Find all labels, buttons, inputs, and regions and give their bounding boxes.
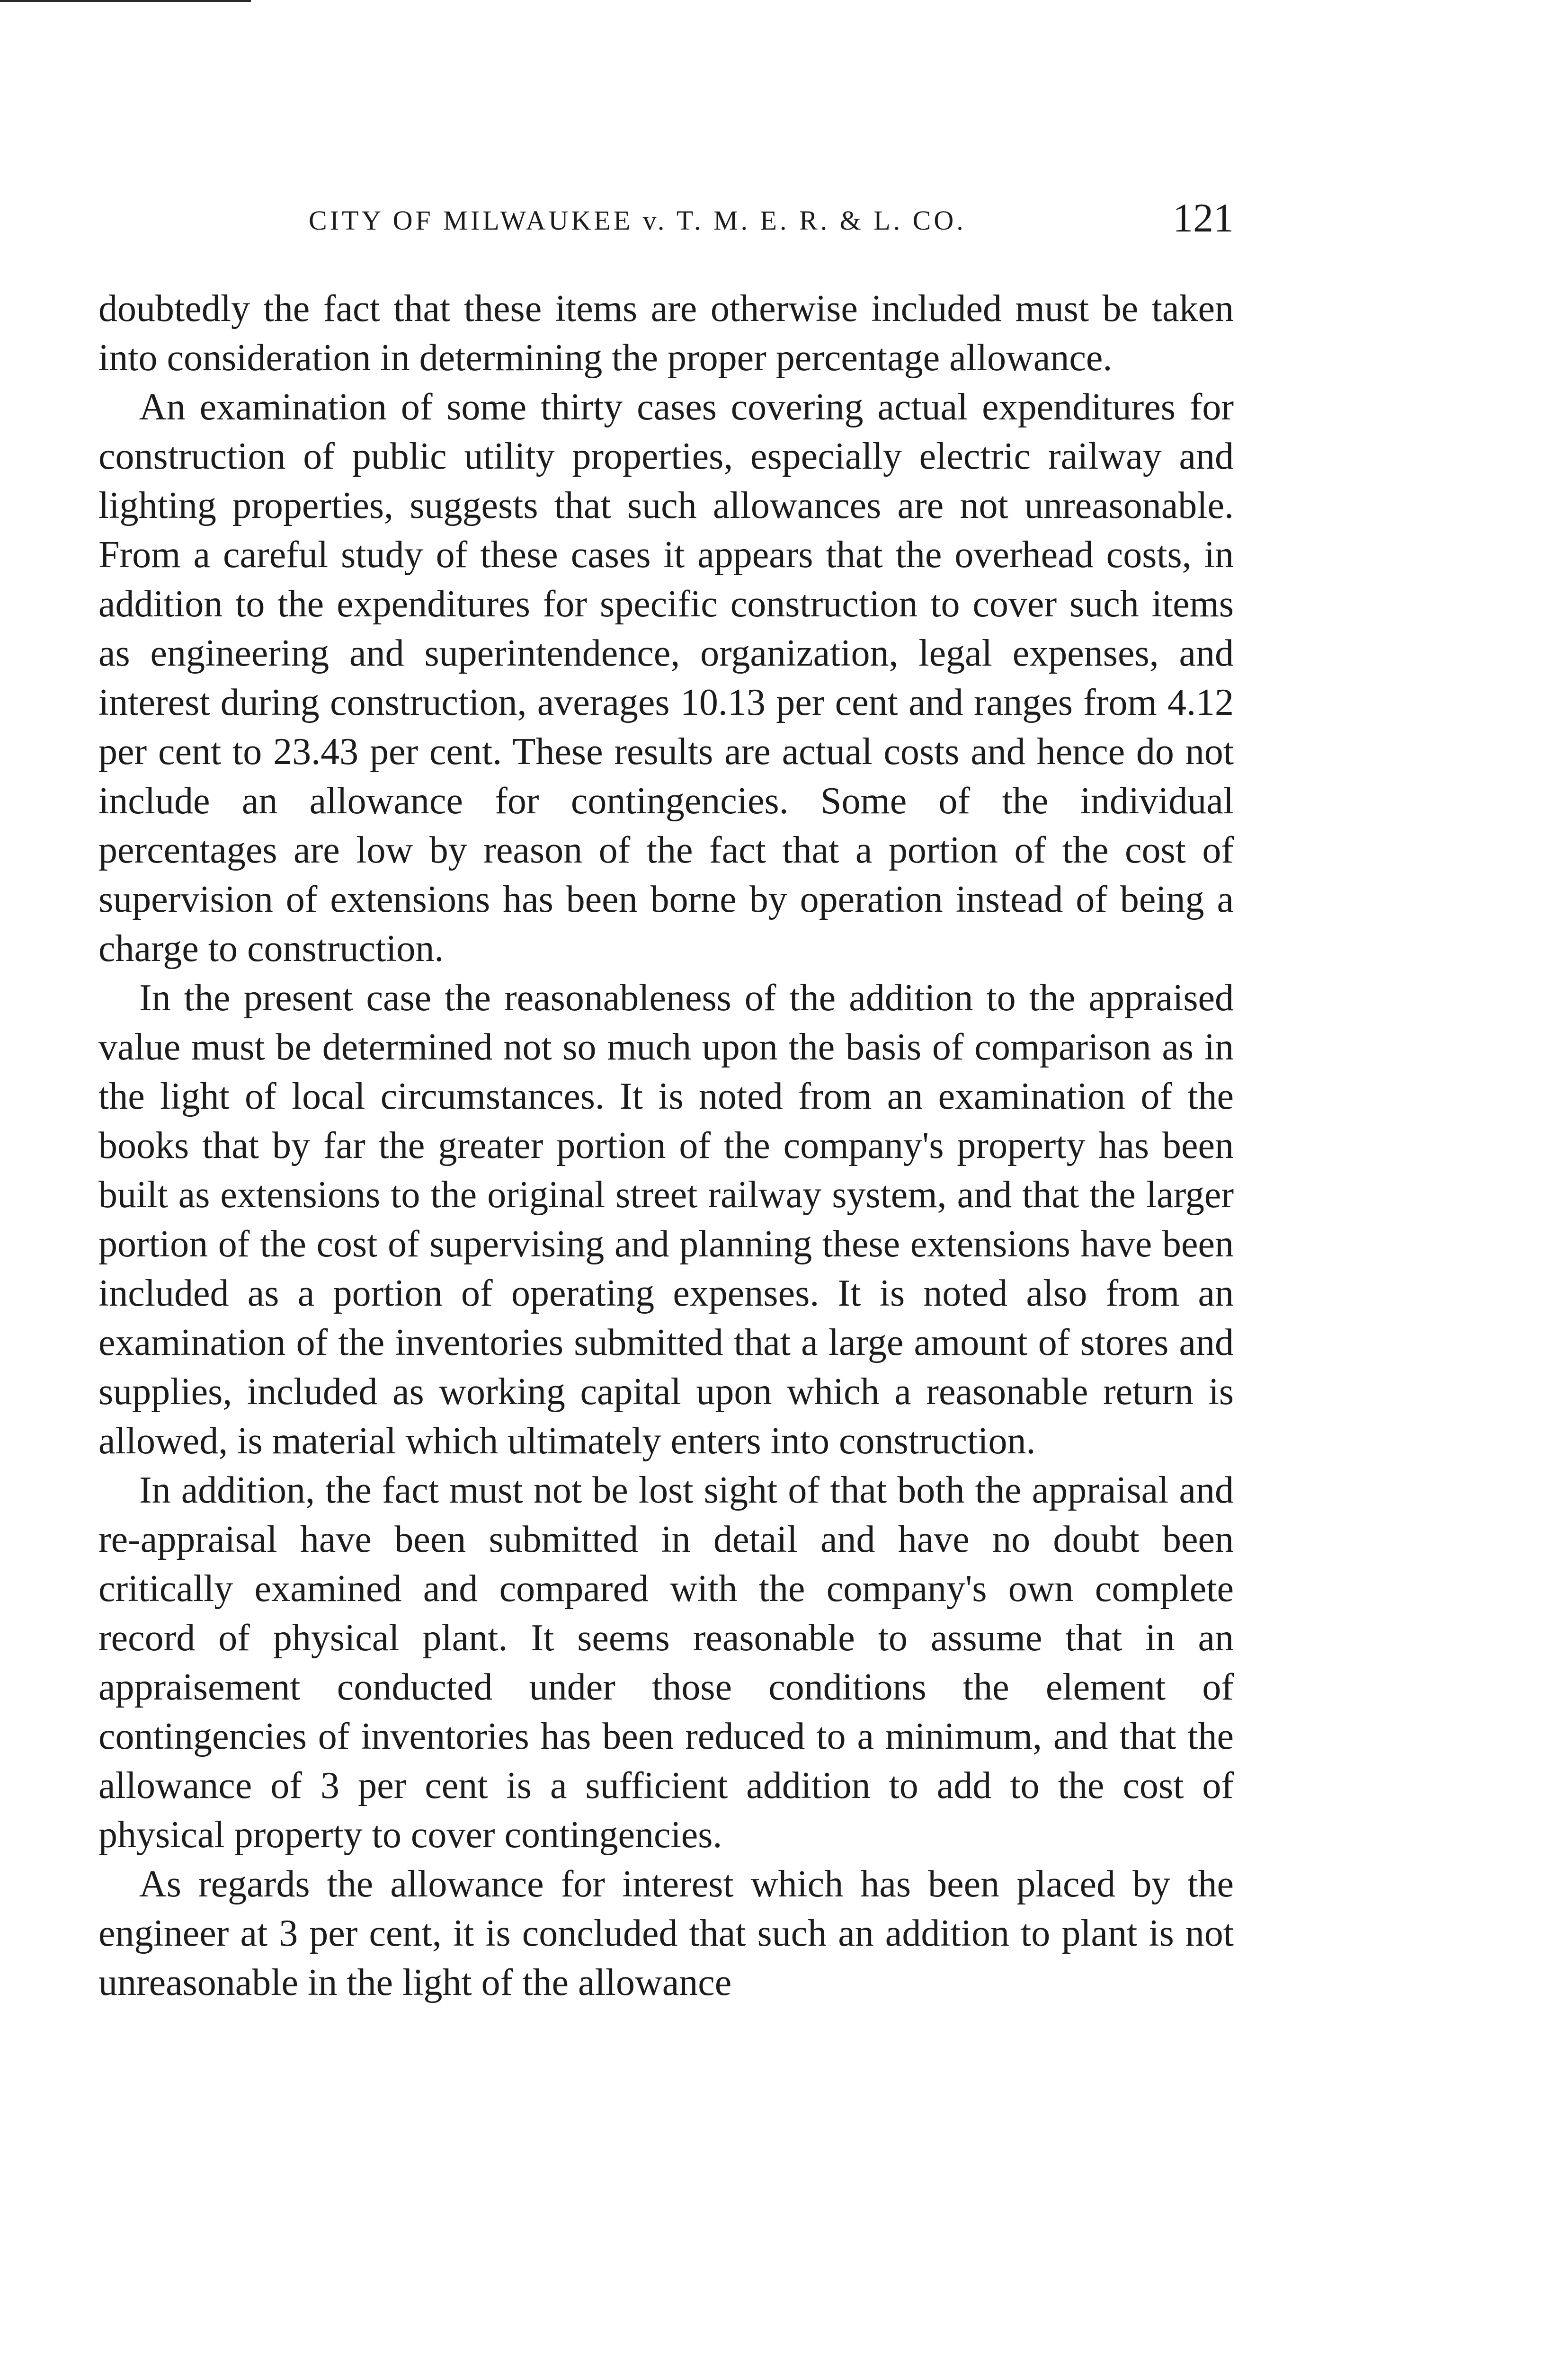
running-title: CITY OF MILWAUKEE v. T. M. E. R. & L. CO. [309,205,966,236]
body-text [98,284,1234,2007]
paragraph-in-addition: In addition, the fact must not be lost sight of that both the appraisal and re-appraisal have been submitted in detail and have no doubt been critically examined and compared with the company's own complete record of physical plant. It seems reasonable to assume that in an appraisement conducted under those conditions the element of contingencies of inventories has been reduced to a minimum, and that the allowance of 3 per cent is a sufficient addition to add to the cost of physical property to cover contingencies. [98,1469,1234,1856]
page-edge-line [0,0,251,2]
paragraph-examination-of-cases: An examination of some thirty cases covering actual expenditures for construction of public utility properties, especially electric railway and lighting properties, suggests that such allowances are not unreasonable. From a careful study of these cases it appears that the overhead costs, in addition to the expenditures for specific construction to cover such items as engineering and superintendence, organization, legal expenses, and interest during construction, averages 10.13 per cent and ranges from 4.12 per cent to 23.43 per cent. These results are actual costs and hence do not include an allowance for contingencies. Some of the individual percentages are low by reason of the fact that a portion of the cost of supervision of extensions has been borne by operation instead of being a charge to construction. [98,386,1234,970]
paragraph-interest-allowance: As regards the allowance for interest which has been placed by the engineer at 3 per cent, it is concluded that such an addition to plant is not unreasonable in the light of the allowance [98,1863,1234,2003]
paragraph-continued: doubtedly the fact that these items are otherwise included must be taken into consideration in determining the proper percentage allowance. [98,288,1234,379]
running-head [98,194,1234,241]
paragraph-present-case: In the present case the reasonableness of the addition to the appraised value must be determined not so much upon the basis of comparison as in the light of local circumstances. It is noted from an examination of the books that by far the greater portion of the company's property has been built as extensions to the original street railway system, and that the larger portion of the cost of supervising and planning these extensions have been included as a portion of operating expenses. It is noted also from an examination of the inventories submitted that a large amount of stores and supplies, included as working capital upon which a reasonable return is allowed, is material which ultimately enters into construction. [98,977,1234,1462]
page-number: 121 [1173,195,1234,240]
